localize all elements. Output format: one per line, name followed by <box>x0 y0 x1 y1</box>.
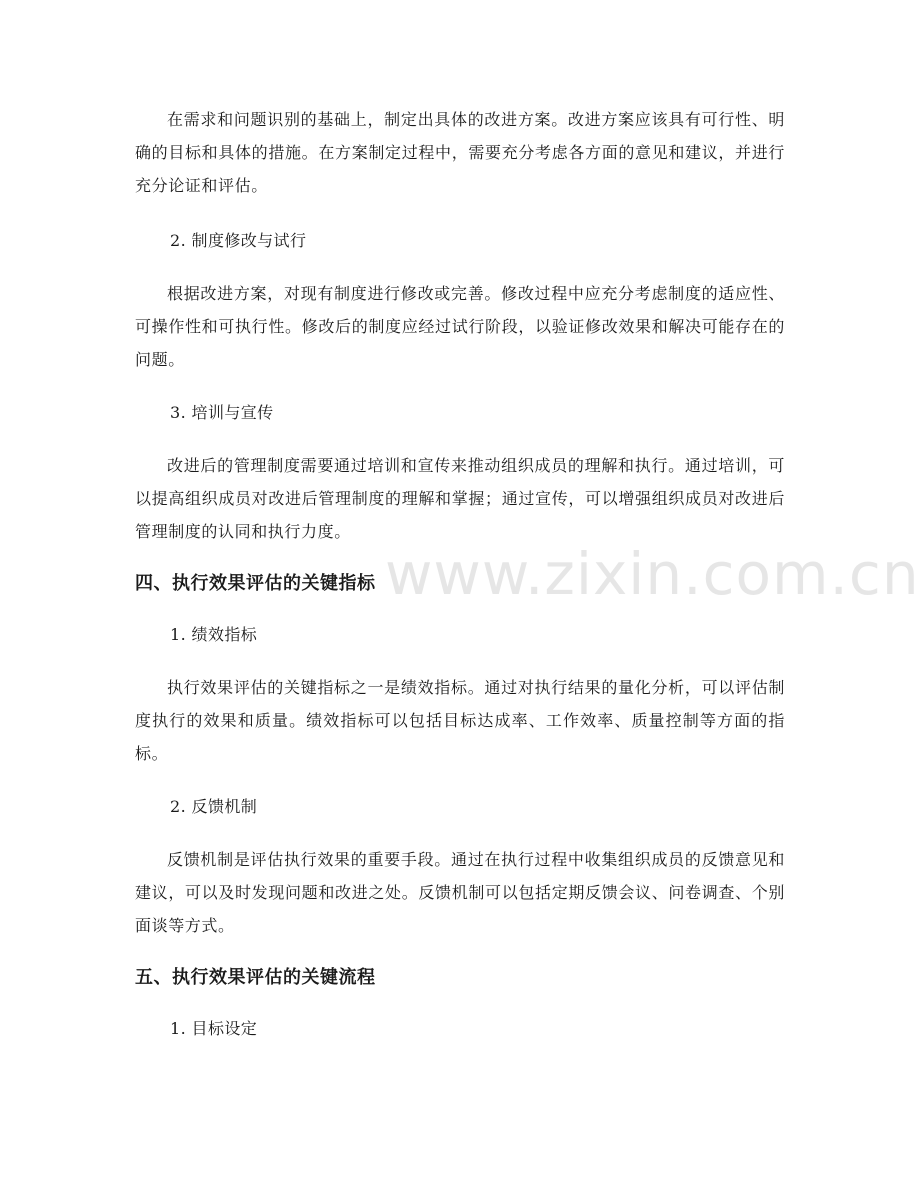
subheading-performance-indicators: 1. 绩效指标 <box>170 625 258 644</box>
paragraph-improvement-plan: 在需求和问题识别的基础上，制定出具体的改进方案。改进方案应该具有可行性、明确的目标和具体的措施。在方案制定过程中，需要充分考虑各方面的意见和建议，并进行充分论证和评估。 <box>135 110 785 195</box>
section-heading-key-indicators: 四、执行效果评估的关键指标 <box>135 573 376 594</box>
subheading-system-revision: 2. 制度修改与试行 <box>170 231 307 250</box>
subheading-goal-setting: 1. 目标设定 <box>170 1019 258 1038</box>
subheading-training: 3. 培训与宣传 <box>170 403 274 422</box>
paragraph-feedback: 反馈机制是评估执行效果的重要手段。通过在执行过程中收集组织成员的反馈意见和建议，可以及时发现问题和改进之处。反馈机制可以包括定期反馈会议、问卷调查、个别面谈等方式。 <box>135 850 785 935</box>
paragraph-system-revision: 根据改进方案，对现有制度进行修改或完善。修改过程中应充分考虑制度的适应性、可操作性和可执行性。修改后的制度应经过试行阶段，以验证修改效果和解决可能存在的问题。 <box>135 284 785 369</box>
watermark: www.zixin.com.cn <box>385 540 920 608</box>
subheading-feedback: 2. 反馈机制 <box>170 797 258 816</box>
paragraph-performance-indicators: 执行效果评估的关键指标之一是绩效指标。通过对执行结果的量化分析，可以评估制度执行的效果和质量。绩效指标可以包括目标达成率、工作效率、质量控制等方面的指标。 <box>135 678 785 763</box>
paragraph-training: 改进后的管理制度需要通过培训和宣传来推动组织成员的理解和执行。通过培训，可以提高组织成员对改进后管理制度的理解和掌握；通过宣传，可以增强组织成员对改进后管理制度的认同和执行力度。 <box>135 456 785 541</box>
section-heading-key-process: 五、执行效果评估的关键流程 <box>135 967 376 988</box>
